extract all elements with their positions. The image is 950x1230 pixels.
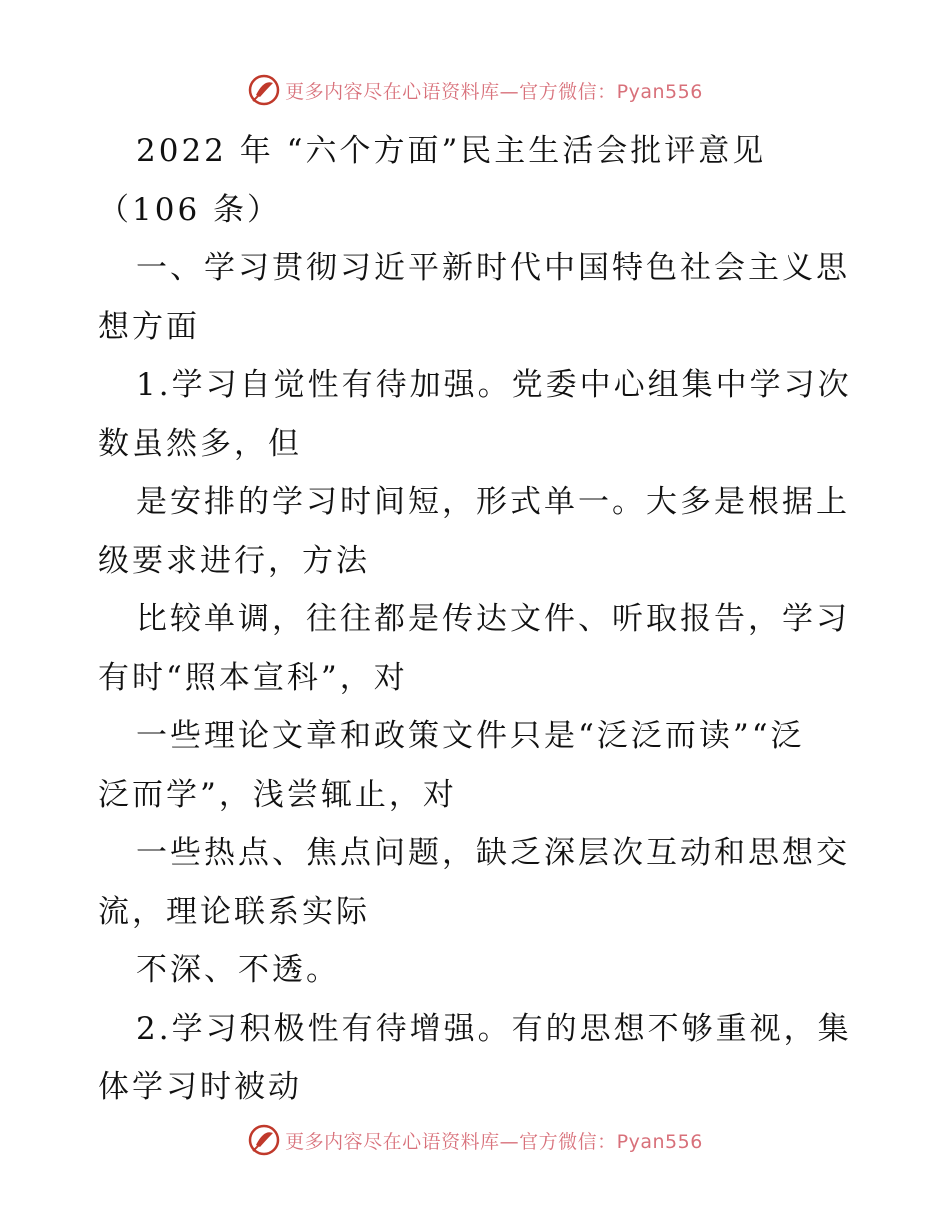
text-line: 2.学习积极性有待增强。有的思想不够重视，集: [136, 1010, 852, 1047]
text-line: 级要求进行，方法: [98, 542, 370, 579]
text-line: 体学习时被动: [98, 1069, 302, 1105]
text-line: 有时“照本宣科”，对: [98, 659, 408, 696]
watermark-header: [0, 70, 950, 110]
text-line: 泛而学”，浅尝辄止，对: [98, 776, 457, 813]
text-line: 一些理论文章和政策文件只是“泛泛而读”“泛: [136, 718, 805, 754]
text-line: 一些热点、焦点问题，缺乏深层次互动和思想交: [136, 835, 850, 871]
logo-icon: [247, 1123, 281, 1157]
logo-icon: [247, 73, 281, 107]
text-line: 是安排的学习时间短，形式单一。大多是根据上: [136, 484, 850, 520]
watermark-text: 更多内容尽在心语资料库—官方微信：Pyan556: [285, 80, 703, 103]
document-body: [98, 122, 852, 1117]
text-line: 1.学习自觉性有待加强。党委中心组集中学习次: [136, 367, 852, 403]
watermark-footer: [0, 1120, 950, 1160]
text-line: 数虽然多，但: [98, 425, 302, 462]
text-line: 流，理论联系实际: [98, 893, 370, 930]
text-line: 比较单调，往往都是传达文件、听取报告，学习: [136, 601, 850, 637]
text-line: 想方面: [98, 308, 200, 345]
text-line: 一、学习贯彻习近平新时代中国特色社会主义思: [136, 250, 850, 286]
text-line: 2022 年 “六个方面”民主生活会批评意见: [136, 133, 767, 169]
watermark-text: 更多内容尽在心语资料库—官方微信：Pyan556: [285, 1130, 703, 1153]
text-line: （106 条）: [98, 191, 282, 228]
text-line: 不深、不透。: [136, 952, 340, 988]
